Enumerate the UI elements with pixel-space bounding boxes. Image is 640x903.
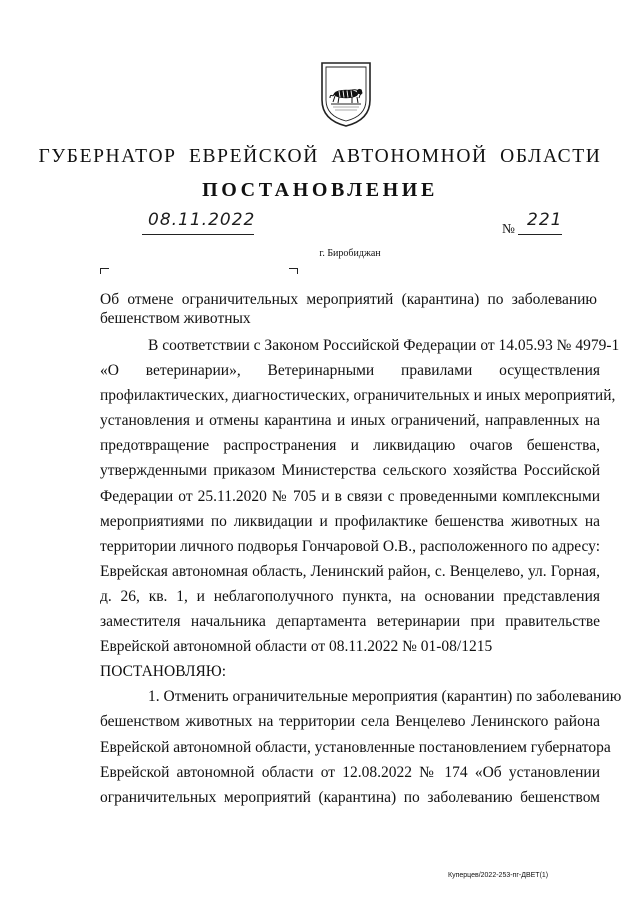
document-type: ПОСТАНОВЛЕНИЕ bbox=[202, 179, 438, 201]
body-line: заместителя начальника департамента ветеринарии при правительстве bbox=[100, 613, 600, 631]
body-line: установления и отмены карантина и иных ограничений, направленных на bbox=[100, 412, 600, 430]
document-footer-code: Куперцев/2022-253-пг-ДВЕТ(1) bbox=[448, 872, 549, 879]
body-line: Еврейской автономной области от 12.08.2022 № 174 «Об установлении bbox=[100, 763, 600, 781]
body-line: Еврейской автономной области, установленные постановлением губернатора bbox=[100, 738, 611, 756]
body-line: Еврейской автономной области от 08.11.2022 № 01-08/1215 bbox=[100, 638, 493, 656]
body-line: Еврейская автономная область, Ленинский район, с. Венцелево, ул. Горная, bbox=[100, 562, 600, 580]
city-of-issue: г. Биробиджан bbox=[319, 248, 381, 259]
resolution-heading: ПОСТАНОВЛЯЮ: bbox=[100, 663, 227, 681]
document-date: 08.11.2022 bbox=[148, 210, 256, 230]
body-line: профилактических, диагностических, ограничительных и иных мероприятий, bbox=[100, 387, 616, 405]
document-title bbox=[100, 290, 597, 328]
body-line: «О ветеринарии», Ветеринарными правилами осуществления bbox=[100, 362, 600, 380]
body-line: бешенством животных на территории села Венцелево Ленинского района bbox=[100, 713, 600, 731]
body-line: территории личного подворья Гончаровой О.В., расположенного по адресу: bbox=[100, 537, 600, 555]
title-line: Об отмене ограничительных мероприятий (карантина) по заболеванию bbox=[100, 291, 597, 308]
body-line: В соответствии с Законом Российской Федерации от 14.05.93 № 4979-1 bbox=[148, 337, 620, 354]
document-body bbox=[100, 333, 622, 810]
body-line: мероприятиями по ликвидации и профилактике бешенства животных на bbox=[100, 512, 600, 530]
body-line: ограничительных мероприятий (карантина) по заболеванию бешенством bbox=[100, 788, 600, 806]
body-line: Федерации от 25.11.2020 № 705 и в связи с проведенными комплексными bbox=[100, 487, 600, 505]
number-label: № bbox=[502, 221, 515, 236]
body-line: предотвращение распространения и ликвидацию очагов бешенства, bbox=[100, 437, 600, 455]
body-line: утвержденными приказом Министерства сельского хозяйства Российской bbox=[100, 462, 600, 480]
issuing-authority: ГУБЕРНАТОР ЕВРЕЙСКОЙ АВТОНОМНОЙ ОБЛАСТИ bbox=[38, 146, 602, 167]
coat-of-arms-icon bbox=[319, 60, 373, 128]
title-line: бешенством животных bbox=[100, 310, 251, 327]
document-number: 221 bbox=[527, 210, 563, 230]
title-bracket-left bbox=[100, 268, 109, 274]
number-underline bbox=[518, 234, 562, 235]
body-line: 1. Отменить ограничительные мероприятия (карантин) по заболеванию bbox=[148, 688, 622, 706]
body-line: д. 26, кв. 1, и неблагополучного пункта, на основании представления bbox=[100, 587, 600, 605]
title-bracket-right bbox=[289, 268, 298, 274]
date-underline bbox=[142, 234, 254, 235]
